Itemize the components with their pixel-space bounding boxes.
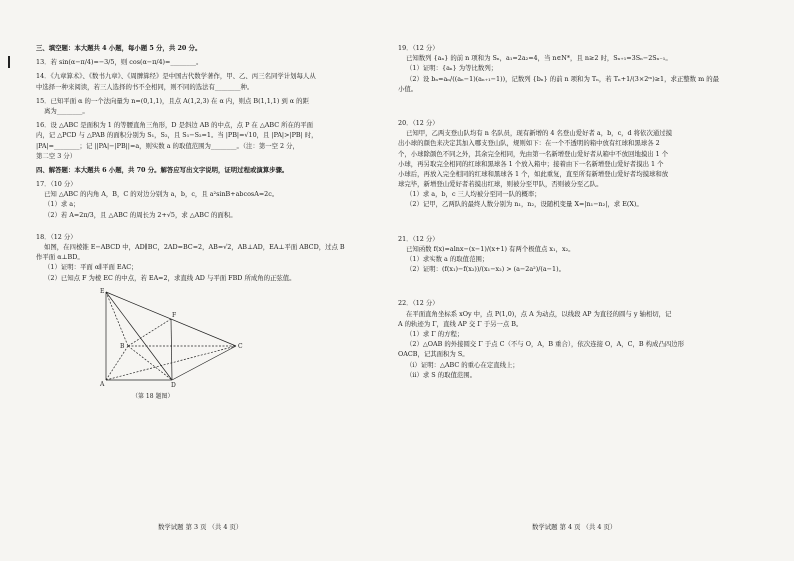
label-A: A (100, 380, 105, 388)
section-3-heading: 三、填空题：本大题共 4 小题，每小题 5 分，共 20 分。 (36, 44, 202, 52)
q20-line-6: 球完毕，新增登山爱好者若摸出红球，则被分至甲队，否则被分至乙队。 (398, 180, 603, 189)
q16-line-3: |PA|=________；记 ||PA|−|PB||=a，则实数 a 的取值范围为________。（注：第一空 2 分， (36, 141, 299, 150)
q15-line-2: 离为________。 (44, 106, 89, 115)
question-20 (398, 119, 758, 209)
question-14 (36, 72, 354, 90)
section-4-heading: 四、解答题：本大题共 6 小题，共 70 分。解答应写出文字说明，证明过程或演算步骤。 (36, 165, 289, 174)
question-17 (36, 180, 354, 219)
q22-heading: 22．（12 分） (398, 299, 439, 308)
label-C: C (238, 342, 243, 350)
edge-DC (172, 346, 236, 380)
question-15 (36, 97, 354, 115)
q13-text: 13．若 sin(α−π/4)=−3/5，则 cos(α−π/4)=________。 (36, 58, 203, 67)
page-3-column (36, 44, 354, 400)
q22-part-2-i: （i）证明：△ABC 的重心在定直线上； (406, 360, 519, 369)
q22-part-2-cont: OACB，记其面积为 S。 (398, 350, 469, 359)
q20-part-2: （2）记甲，乙两队的最终人数分别为 n₁，n₂，设随机变量 X=|n₁−n₂|，求 E(X)。 (406, 200, 643, 209)
question-22 (398, 299, 758, 379)
q16-line-1: 16．设 △ABC 是面积为 1 的等腰直角三角形，D 是斜边 AB 的中点，点 P 在 △ABC 所在的平面 (36, 121, 314, 130)
q18-part-1: （1）证明：平面 α∥平面 EAC； (44, 263, 138, 272)
q19-part-2-cont: 小值。 (398, 84, 418, 93)
page-4-footer: 数学试题 第 4 页 （共 4 页） (532, 523, 617, 531)
page-3-footer: 数学试题 第 3 页 （共 4 页） (158, 523, 243, 531)
question-19 (398, 44, 758, 93)
q22-stem-1: 在平面直角坐标系 xOy 中，点 P(1,0)，点 A 为动点，以线段 AP 为直径的圆与 y 轴相切，记 (406, 309, 672, 318)
question-16 (36, 121, 354, 160)
q18-stem-1: 如图，在四棱锥 E−ABCD 中，AD∥BC，2AD=BC=2，AB=√2，AB⊥AD，EA⊥平面 ABCD，过点 B (44, 243, 345, 251)
question-18 (36, 233, 354, 282)
label-E: E (100, 287, 105, 295)
q20-line-5: 小球后，再放入完全相同的红球和黑球各 1 个，如此重复，直至所有新增登山爱好者均摸球和放 (398, 169, 669, 178)
q18-part-2: （2）已知点 F 为棱 EC 的中点，若 EA=2，求直线 AD 与平面 FBD 所成角的正弦值。 (44, 273, 296, 282)
label-F: F (172, 311, 177, 319)
q19-part-2: （2）设 bₙ=aₙ/((aₙ−1)(aₙ₊₁−1))，记数列 {bₙ} 的前 n 项和为 Tₙ，若 Tₙ+1/(3×2ᵐ)≥1，求正整数 m 的最 (406, 74, 719, 83)
q15-line-1: 15．已知平面 α 的一个法向量为 n=(0,1,1)，且点 A(1,2,3) 在 α 内，则点 B(1,1,1) 到 α 的距 (36, 96, 309, 105)
q21-part-2: （2）证明：(f(x₁)−f(x₂))/(x₁−x₂) > (a−2a²)/(a−1)。 (406, 265, 565, 274)
q18-heading: 18．（12 分） (36, 232, 77, 241)
q16-line-2: 内，记 △PCD 与 △PAB 的面积分别为 S₁，S₂，且 S₁−S₂=1。当 |PB|=√10，且 |PA|>|PB| 时， (36, 131, 318, 140)
edge-BF (128, 319, 171, 346)
q17-heading: 17．（10 分） (36, 180, 77, 189)
q22-stem-2: A 的轨迹为 Γ，直线 AP 交 Γ 于另一点 B。 (398, 319, 523, 328)
label-B: B (120, 342, 125, 350)
q20-line-4: 小球，再另取完全相同的红球和黑球各 1 个放入箱中；接着由下一名新增登山爱好者摸出 1 个 (398, 159, 664, 168)
q17-part-2: （2）若 A=2π/3，且 △ABC 的周长为 2+√5，求 △ABC 的面积。 (44, 210, 237, 219)
edge-FD (171, 319, 172, 380)
q22-part-1: （1）求 Γ 的方程； (406, 329, 464, 338)
q16-line-4: 第二空 3 分） (36, 151, 77, 160)
edge-AC (106, 346, 236, 380)
page-4-column (398, 44, 758, 385)
q19-heading: 19．（12 分） (398, 44, 439, 52)
q21-stem: 已知函数 f(x)=alnx−(x−1)/(x+1) 有两个极值点 x₁，x₂。 (406, 244, 575, 253)
pyramid-figure (98, 288, 248, 400)
q20-heading: 20．（12 分） (398, 118, 439, 127)
label-D: D (171, 381, 176, 389)
q17-part-1: （1）求 a； (44, 200, 80, 209)
edge-ED (106, 292, 172, 380)
q22-part-2: （2）△OAB 的外接圆交 Γ 于点 C（不与 O，A，B 重合），依次连接 O，A，C，B 构成凸四边形 (406, 340, 685, 349)
q19-part-1: （1）证明：{aₙ} 为等比数列； (406, 64, 498, 73)
q18-stem-2: 作平面 α⊥BD。 (36, 253, 84, 262)
q21-part-1: （1）求实数 a 的取值范围； (406, 255, 489, 263)
figure-caption: （第 18 题图） (132, 392, 174, 400)
q17-stem: 已知 △ABC 的内角 A，B，C 的对边分别为 a，b，c，且 a²sinB+abcosA=2c。 (44, 190, 279, 199)
q20-line-1: 已知甲，乙两支登山队均有 n 名队员，现有新增的 4 名登山爱好者 a，b，c，d 将依次通过摸 (406, 129, 673, 138)
q20-line-3: 个，小球除颜色不同之外，其余完全相同，先由第一名新增登山爱好者从箱中不放回地摸出 1 个 (398, 149, 669, 158)
q20-part-1: （1）求 a，b，c 三人均被分至同一队的概率； (406, 190, 541, 199)
question-13 (36, 58, 354, 66)
q14-line-2: 中选择一种来阅读，若三人选择的书不全相同，则不同的选法有________种。 (36, 82, 254, 91)
q19-stem: 已知数列 {aₙ} 的前 n 项和为 Sₙ，a₁=2a₂=4，当 n∈N*，且 n≥2 时，Sₙ₊₁=3Sₙ−2Sₙ₋₁。 (406, 54, 672, 63)
q14-line-1: 14．《九章算术》、《数书九章》、《周髀算经》是中国古代数学著作，甲、乙、丙三名同学计划每人从 (36, 72, 316, 81)
scan-edge-mark (8, 56, 10, 68)
q21-heading: 21．（12 分） (398, 234, 439, 243)
q20-line-2: 出小球的颜色来决定其加入哪支登山队，规则如下：在一个不透明的箱中放有红球和黑球各 2 (398, 139, 660, 148)
q22-part-2-ii: （ii）求 S 的取值范围。 (406, 370, 477, 379)
question-21 (398, 235, 758, 274)
